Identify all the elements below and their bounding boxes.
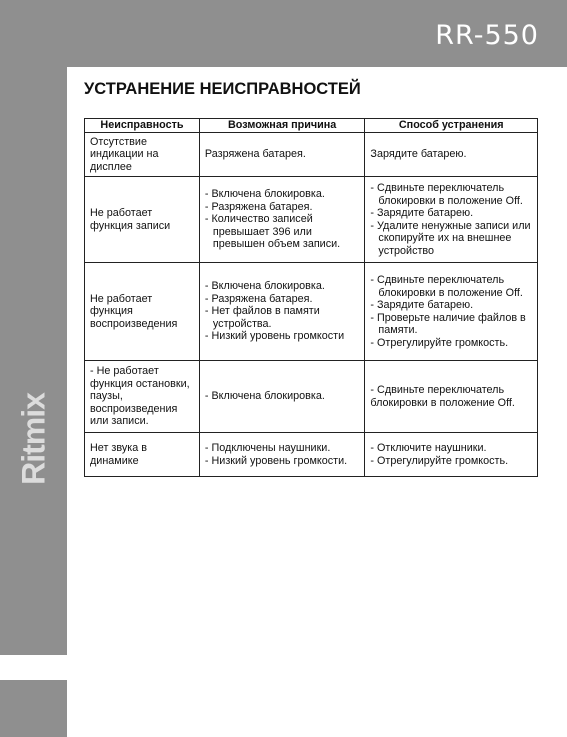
problem-cell: Не работает функция записи (85, 177, 200, 263)
column-header-solution: Способ устранения (365, 119, 538, 133)
table-row (85, 433, 538, 477)
solution-cell (365, 361, 538, 433)
cause-cell (199, 177, 365, 263)
cause-item: - Включена блокировка. (204, 390, 325, 403)
column-header-cause: Возможная причина (199, 119, 365, 133)
solution-cell (365, 177, 538, 263)
solution-item: - Отрегулируйте громкость. (370, 336, 509, 349)
side-banner-bottom (0, 680, 67, 737)
table-row (85, 133, 538, 177)
cause-cell (199, 433, 365, 477)
table-row (85, 177, 538, 263)
problem-cell: Отсутствие индикации на дисплее (85, 133, 200, 177)
top-banner (0, 0, 567, 67)
cause-cell (199, 263, 365, 361)
cause-item: - Разряжена батарея. (204, 292, 313, 305)
solution-cell (365, 263, 538, 361)
solution-item: - Зарядите батарею. (370, 299, 474, 311)
cause-item: - Количество записей превышает 396 или превышен объем записи. (204, 213, 341, 251)
cause-item: Разряжена батарея. (204, 148, 306, 161)
cause-item: - Нет файлов в памяти устройства. (204, 305, 320, 330)
column-header-problem: Неисправность (85, 119, 200, 133)
cause-item: - Включена блокировка. (204, 188, 325, 201)
problem-cell: - Не работает функция остановки, паузы, воспроизведения или записи. (85, 361, 200, 433)
side-banner (0, 67, 67, 655)
problem-cell: Нет звука в динамике (85, 433, 200, 477)
solution-item: - Сдвиньте переключатель блокировки в положение Off. (370, 274, 523, 299)
solution-item: - Проверьте наличие файлов в памяти. (370, 311, 526, 336)
solution-item: Зарядите батарею. (370, 148, 467, 161)
brand-logo: Ritmix (15, 393, 52, 485)
page-title: УСТРАНЕНИЕ НЕИСПРАВНОСТЕЙ (84, 80, 361, 98)
cause-item: - Низкий уровень громкости (204, 330, 345, 343)
solution-cell (365, 133, 538, 177)
cause-item: - Подключены наушники. (204, 442, 331, 454)
problem-cell: Не работает функция воспроизведения (85, 263, 200, 361)
cause-item: - Разряжена батарея. (204, 200, 313, 213)
table-header-row (85, 119, 538, 133)
solution-item: - Зарядите батарею. (370, 207, 474, 219)
solution-item: - Сдвиньте переключатель блокировки в положение Off. (370, 384, 515, 409)
solution-item: - Отключите наушники. (370, 442, 487, 454)
troubleshooting-table (84, 118, 538, 477)
solution-item: - Сдвиньте переключатель блокировки в положение Off. (370, 182, 523, 207)
cause-cell (199, 133, 365, 177)
table-row (85, 361, 538, 433)
cause-item: - Включена блокировка. (204, 280, 325, 293)
solution-item: - Удалите ненужные записи или скопируйте их на внешнее устройство (370, 219, 531, 257)
model-name: RR-550 (435, 20, 539, 51)
cause-cell (199, 361, 365, 433)
solution-item: - Отрегулируйте громкость. (370, 454, 509, 467)
solution-cell (365, 433, 538, 477)
cause-item: - Низкий уровень громкости. (204, 454, 348, 467)
table-row (85, 263, 538, 361)
